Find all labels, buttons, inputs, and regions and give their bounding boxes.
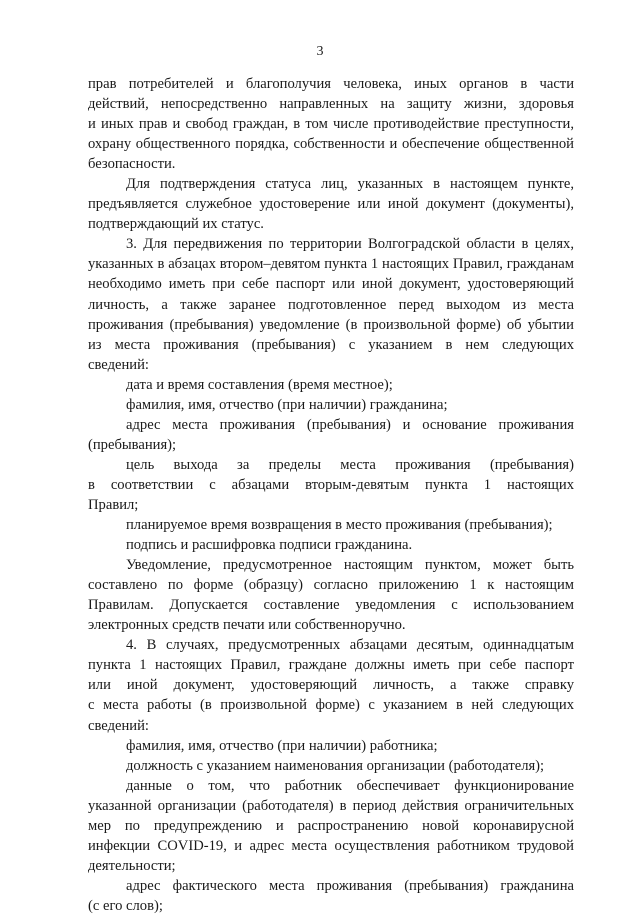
text-line: безопасности. (88, 156, 176, 173)
text-line: фамилия, имя, отчество (при наличии) гражданина; (126, 396, 448, 413)
text-line: адрес места проживания (пребывания) и основание проживания (126, 416, 574, 433)
list-item (88, 736, 574, 756)
text-line: Правилам. Допускается составление уведомления с использованием (88, 597, 574, 614)
text-line: (с его слов); (88, 897, 163, 914)
text-line: деятельности; (88, 857, 176, 874)
text-line: из места проживания (пребывания) с указанием в нем следующих (88, 336, 574, 353)
paragraph (88, 174, 574, 234)
text-line: составлено по форме (образцу) согласно приложению 1 к настоящим (88, 577, 574, 594)
list-item (88, 515, 574, 535)
text-line: действий, непосредственно направленных на защиту жизни, здоровья (88, 96, 574, 113)
text-line: планируемое время возвращения в место проживания (пребывания); (126, 517, 553, 534)
text-line: 3. Для передвижения по территории Волгоградской области в целях, (126, 236, 574, 253)
text-line: дата и время составления (время местное); (126, 376, 393, 393)
list-item (88, 776, 574, 876)
text-line: подтверждающий их статус. (88, 216, 264, 233)
text-line: в соответствии с абзацами вторым-девятым пункта 1 настоящих (88, 476, 574, 493)
text-line: адрес фактического места проживания (пребывания) гражданина (126, 877, 574, 894)
text-line: предъявляется служебное удостоверение или иной документ (документы), (88, 196, 574, 213)
paragraph (88, 635, 574, 735)
list-item (88, 876, 574, 916)
text-line: охрану общественного порядка, собственности и обеспечение общественной (88, 136, 574, 153)
paragraph (88, 74, 574, 174)
text-line: электронных средств печати или собственноручно. (88, 617, 406, 634)
page-number: 3 (316, 44, 324, 59)
text-line: фамилия, имя, отчество (при наличии) работника; (126, 737, 438, 754)
paragraph (88, 234, 574, 374)
text-line: указанных в абзацах втором–девятом пункта 1 настоящих Правил, гражданам (88, 256, 574, 273)
list-item (88, 395, 574, 415)
list-item (88, 415, 574, 455)
list-item (88, 756, 574, 776)
text-line: указанной организации (работодателя) в период действия ограничительных (88, 797, 574, 814)
text-line: прав потребителей и благополучия человека, иных органов в части (88, 76, 574, 92)
text-line: цель выхода за пределы места проживания (пребывания) (126, 456, 574, 473)
text-line: Для подтверждения статуса лиц, указанных в настоящем пункте, (126, 176, 574, 193)
text-line: и иных прав и свобод граждан, в том числе противодействие преступности, (88, 116, 574, 133)
text-line: Уведомление, предусмотренное настоящим пунктом, может быть (126, 557, 574, 574)
text-line: инфекции COVID-19, и адрес места осуществления работником трудовой (88, 837, 574, 854)
text-line: необходимо иметь при себе паспорт или иной документ, удостоверяющий (88, 276, 574, 293)
paragraph (88, 555, 574, 635)
text-line: Правил; (88, 496, 139, 513)
text-line: 4. В случаях, предусмотренных абзацами десятым, одиннадцатым (126, 637, 574, 654)
text-line: мер по предупреждению и распространению новой коронавирусной (88, 817, 574, 834)
list-item (88, 375, 574, 395)
text-line: подпись и расшифровка подписи гражданина. (126, 537, 413, 554)
list-item (88, 455, 574, 515)
text-line: (пребывания); (88, 436, 177, 453)
text-line: данные о том, что работник обеспечивает функционирование (126, 777, 574, 794)
list-item (88, 535, 574, 555)
text-line: с места работы (в произвольной форме) с указанием в ней следующих (88, 697, 574, 714)
text-line: сведений: (88, 717, 149, 734)
text-line: сведений: (88, 356, 149, 373)
text-line: или иной документ, удостоверяющий личность, а также справку (88, 677, 574, 694)
text-line: проживания (пребывания) уведомление (в произвольной форме) об убытии (88, 316, 574, 333)
document-body (88, 74, 574, 916)
text-line: пункта 1 настоящих Правил, граждане должны иметь при себе паспорт (88, 657, 574, 674)
text-line: личность, а также заранее подготовленное перед выходом из места (88, 296, 574, 313)
text-line: должность с указанием наименования организации (работодателя); (126, 757, 545, 774)
